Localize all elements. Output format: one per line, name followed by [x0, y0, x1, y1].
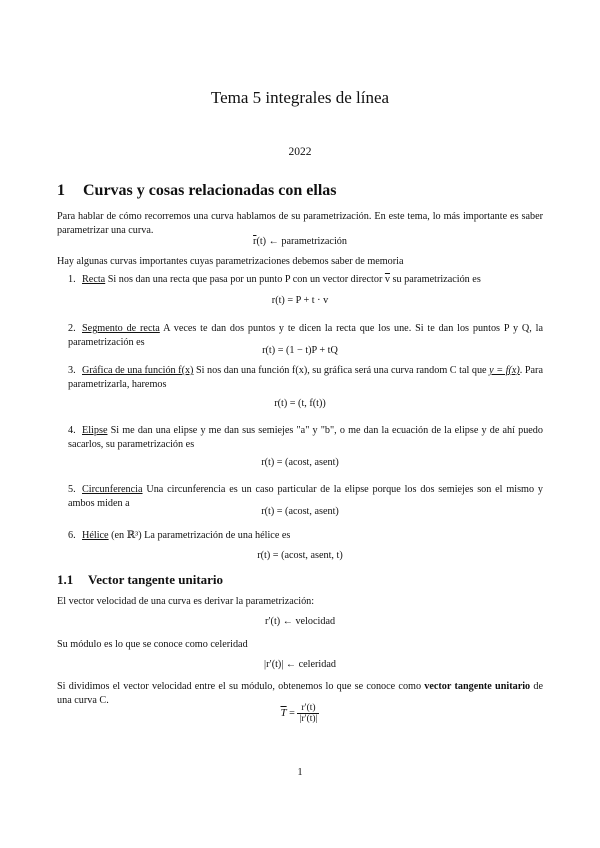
r-vector-symbol: $\overline{r}$	[253, 236, 257, 247]
equation-celeridad: |r′(t)| ← celeridad	[264, 659, 336, 670]
term-grafica: Gráfica de una función f(x)	[82, 365, 194, 376]
intro-paragraph: Para hablar de cómo recorremos una curva hablamos de su parametrización. En este tema, lo más importante es saber parametrizar una curva.	[57, 211, 543, 236]
subsection-number: 1.1	[57, 572, 74, 587]
paragraph-celeridad: Su módulo es lo que se conoce como celeridad	[57, 639, 248, 650]
term-vector-tangente: vector tangente unitario	[424, 681, 531, 692]
equation-circunferencia: r(t) = (acost, asent)	[261, 506, 339, 517]
paragraph-tangente: Si dividimos el vector velocidad entre el su módulo, obtenemos lo que se conoce como vector tangente unitario de una curva C.	[57, 681, 544, 706]
term-elipse: Elipse	[82, 425, 108, 436]
subsection-heading	[57, 572, 223, 588]
section-number: 1	[57, 182, 65, 199]
list-item-elipse: 4. Elipse Si me dan una elipse y me dan sus semiejes "a" y "b", o me dan la ecuación de la elipse y de ahí puedo sacarlos, su parametrización es	[68, 425, 543, 450]
document-date: 2022	[288, 146, 312, 158]
list-item-segmento: 2. Segmento de recta A veces te dan dos puntos y te dicen la recta que los une. Si te dan los puntos P y Q, la parametrización es	[68, 323, 543, 348]
equation-tangente: $\overline{T}$ = $\frac{r'(t)}{|r'(t)|}$	[280, 703, 318, 724]
list-item-circunferencia: 5. Circunferencia Una circunferencia es un caso particular de la elipse porque los dos semiejes son el mismo y ambos miden a	[68, 484, 543, 509]
subsection-title: Vector tangente unitario	[88, 572, 224, 587]
section-heading	[57, 182, 336, 200]
intro-paragraph-2: Hay algunas curvas importantes cuyas parametrizaciones debemos saber de memoria	[57, 256, 404, 267]
paragraph-velocidad: El vector velocidad de una curva es derivar la parametrización:	[57, 596, 315, 607]
term-circunferencia: Circunferencia	[82, 484, 143, 495]
list-item-recta: 1. Recta Si nos dan una recta que pasa por un punto P con un vector director $\overline{v}$ su parametrización es	[68, 274, 481, 285]
section-title: Curvas y cosas relacionadas con ellas	[83, 182, 337, 199]
T-vector-symbol: $\overline{T}$	[280, 706, 287, 719]
equation-recta: r(t) = P + t · v	[271, 295, 329, 306]
equation-segmento: r(t) = (1 − t)P + tQ	[262, 345, 338, 356]
fraction: $\frac{r'(t)}{|r'(t)|}$	[299, 703, 318, 724]
page-title: Tema 5 integrales de línea	[210, 88, 390, 107]
term-recta: Recta	[82, 274, 106, 285]
equation-elipse: r(t) = (acost, asent)	[261, 457, 339, 468]
equation-parametrization: $\overline{r}(t)$ ← parametrización	[253, 236, 347, 247]
page-number: 1	[297, 767, 303, 778]
term-segmento: Segmento de recta	[82, 323, 160, 334]
list-item-grafica: 3. Gráfica de una función f(x) Si nos dan una función f(x), su gráfica será una curva random C tal que y = f(x). Para parametrizarla, haremos	[68, 365, 543, 390]
term-helice: Hélice	[82, 530, 109, 541]
list-item-helice: 6. Hélice (en ℝ³) La parametrización de una hélice es	[68, 530, 291, 541]
equation-grafica: r(t) = (t, f(t))	[274, 398, 326, 409]
equation-velocidad: r′(t) ← velocidad	[264, 616, 336, 627]
equation-helice: r(t) = (acost, asent, t)	[257, 550, 343, 561]
